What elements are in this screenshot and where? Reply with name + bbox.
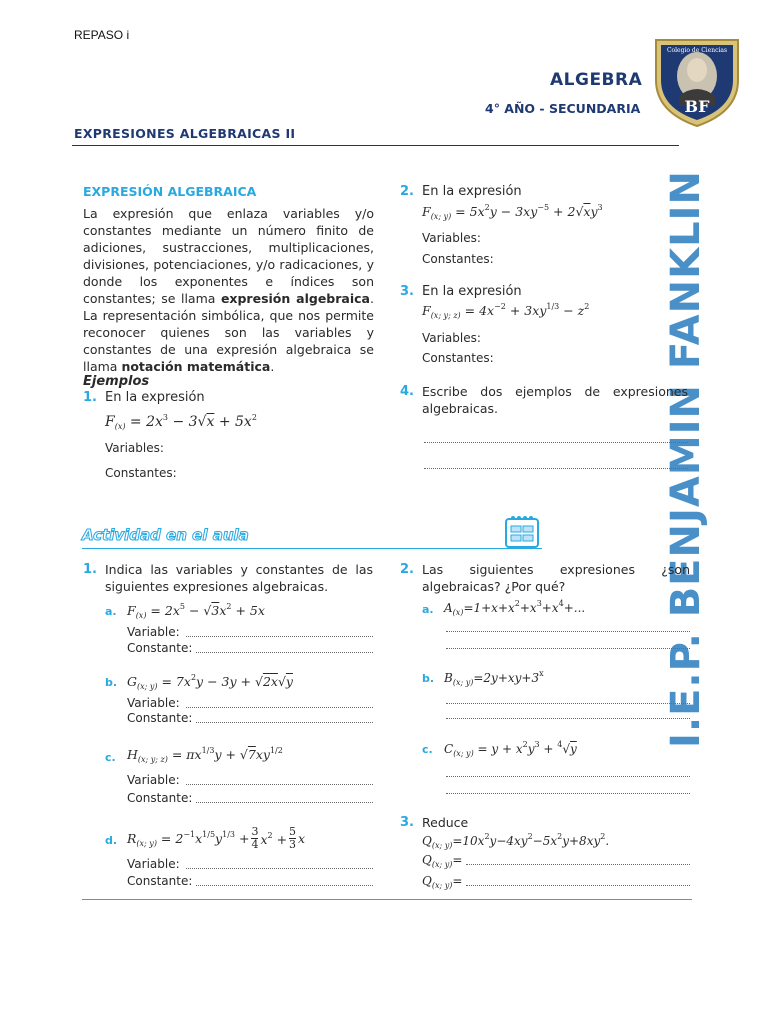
answer-line[interactable] [186,868,373,869]
example-3-variables: Variables: [422,331,481,345]
example-4-text: Escribe dos ejemplos de expresiones algebraicas. [422,384,688,416]
q2-item-c-equation: $C_{(x; y)} = y + x^2y^3 + ^4√y$ [444,740,577,758]
answer-line[interactable] [446,793,690,794]
example-4-number: 4. [400,384,414,399]
example-3-equation: $F_{(x; y; z)} = 4x^{-2} + 3xy^{1/3} - z^2$ [422,302,590,320]
answer-line[interactable] [196,802,373,803]
item-b-letter: b. [105,676,118,689]
answer-line[interactable] [466,864,690,865]
question-2-number: 2. [400,562,414,577]
activity-underline [82,548,542,549]
side-school-name: I.E.P. BENJAMIN FANKLIN [663,170,709,748]
example-2-number: 2. [400,184,414,199]
example-3-text: En la expresión [422,284,522,299]
item-b-equation: $G_{(x; y)} = 7x^2y - 3y + √2x√y$ [127,673,293,691]
item-d-letter: d. [105,834,118,847]
answer-line[interactable] [446,718,690,719]
item-d-variable: Variable: [127,857,180,871]
answer-line[interactable] [424,468,688,469]
logo-initials: BF [684,97,710,116]
example-1-text: En la expresión [105,390,205,405]
question-3-number: 3. [400,815,414,830]
item-d-equation: $R_{(x; y)} = 2^{-1}x^{1/5}y^{1/3}$ + $\frac{3}{4}$ $x^2$ + $\frac{5}{3}$ x [127,825,306,851]
example-3-constants: Constantes: [422,351,494,365]
activity-title: Actividad en el aula [82,526,249,544]
answer-line[interactable] [196,885,373,886]
logo-top-text: Colegio de Ciencias [666,47,728,54]
header-divider [72,145,679,146]
question-2-text: Las siguientes expresiones ¿son algebraicas? ¿Por qué? [422,562,690,594]
examples-title: Ejemplos [83,374,150,389]
answer-line[interactable] [446,631,690,632]
q2-item-a-letter: a. [422,603,434,616]
subject-title: ALGEBRA [550,70,643,90]
answer-line[interactable] [446,703,690,704]
answer-line[interactable] [424,442,688,443]
question-3-equation: $Q_{(x; y)}=10x^2y-4xy^2-5x^2y+8xy^2$. [422,832,610,850]
answer-line[interactable] [186,707,373,708]
item-b-constant: Constante: [127,711,193,725]
example-1-constants: Constantes: [105,466,177,480]
item-a-letter: a. [105,605,117,618]
repaso-label: REPASO i [74,28,130,42]
q3-answer-label-2: $Q_{(x; y)}=$ [422,874,463,890]
example-2-variables: Variables: [422,231,481,245]
item-c-constant: Constante: [127,791,193,805]
answer-line[interactable] [196,722,373,723]
answer-line[interactable] [466,885,690,886]
answer-line[interactable] [196,652,373,653]
school-logo [652,36,742,128]
item-a-constant: Constante: [127,641,193,655]
item-c-variable: Variable: [127,773,180,787]
answer-line[interactable] [446,776,690,777]
question-3-text: Reduce [422,815,469,830]
item-a-equation: $F_{(x)} = 2x^5 - √3x^2 + 5x$ [127,602,265,620]
bottom-divider [82,899,692,900]
q2-item-c-letter: c. [422,743,433,756]
example-1-equation: $F_{(x)} = 2x^3 - 3√x + 5x^2$ [105,413,257,431]
example-2-text: En la expresión [422,184,522,199]
example-2-equation: $F_{(x; y)} = 5x^2y - 3xy^{-5} + 2√xy^3$ [422,203,603,221]
notebook-icon [504,513,540,549]
q2-item-a-equation: $A_{(x)}=1+x+x^2+x^3+x^4+$... [444,599,586,617]
q3-answer-label-1: $Q_{(x; y)}=$ [422,853,463,869]
answer-line[interactable] [186,636,373,637]
example-2-constants: Constantes: [422,252,494,266]
q2-item-b-letter: b. [422,672,435,685]
question-1-text: Indica las variables y constantes de las siguientes expresiones algebraicas. [105,562,373,594]
topic-title: EXPRESIONES ALGEBRAICAS II [74,126,296,141]
item-b-variable: Variable: [127,696,180,710]
q2-item-b-equation: $B_{(x; y)}=2y+xy+3^x$ [444,669,544,687]
item-a-variable: Variable: [127,625,180,639]
item-c-equation: $H_{(x; y; z)} = \pi x^{1/3}y + √7xy^{1/2}$ [127,746,283,764]
answer-line[interactable] [446,648,690,649]
definition-paragraph: La expresión que enlaza variables y/o constantes mediante un número finito de adiciones, sustracciones, multiplicaciones, divisiones, potenciaciones, y/o radicaciones, y donde los exponentes e índices son constantes; se llama expresión algebraica. La representación simbólica, que nos permite reconocer quienes son las variables y constantes de una expresión algebraica se llama notación matemática. [83,206,374,374]
section-heading: EXPRESIÓN ALGEBRAICA [83,184,257,199]
example-1-number: 1. [83,390,97,405]
example-3-number: 3. [400,284,414,299]
item-d-constant: Constante: [127,874,193,888]
item-c-letter: c. [105,751,116,764]
answer-line[interactable] [186,784,373,785]
example-1-variables: Variables: [105,441,164,455]
question-1-number: 1. [83,562,97,577]
grade-label: 4° AÑO - SECUNDARIA [485,101,641,116]
